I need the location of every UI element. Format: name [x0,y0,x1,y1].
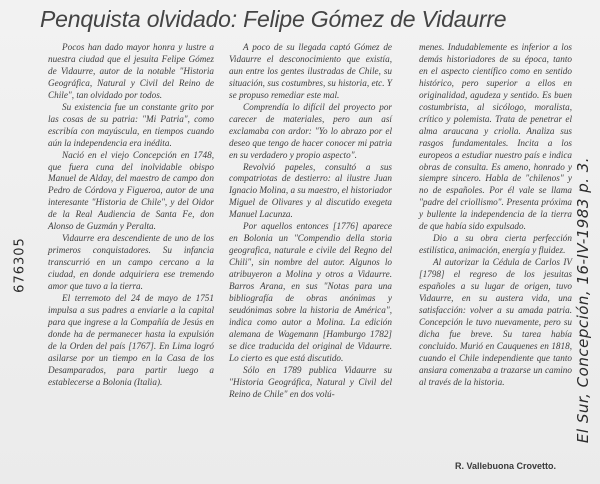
paragraph: Revolvió papeles, consultó a sus compatriotas de destierro: al ilustre Juan Ignacio Molina, a su maestro, el historiador Miguel de Olivares y al discutido exegeta Manuel Lacunza. [229,161,392,220]
paragraph: Por aquellos entonces [1776] aparece en Bolonia un "Compendio della storia geografica, naturale e civile del Regno del Chili", sin nombre del autor. Algunos lo atribuyeron a Molina y otros a Vidaurre. Barros Arana, en sus "Notas para una bibliografía de obras anónimas y seudónimas sobre la historia de América", indica como autor a Molina. La edición alemana de Wagemann [Hamburgo 1782] se dice traducida del original de Vidaurre. Lo cierto es que está discutido. [229,221,392,363]
paragraph: El terremoto del 24 de mayo de 1751 impulsa a sus padres a enviarle a la capital para que ingrese a la Compañía de Jesús en donde ha de permanecer hasta la expulsión de la Orden del país [1767]. En Lima logró asilarse por un tiempo en la Casa de los Desamparados, para partir luego a establecerse a Bolonia (Italia). [48,293,214,387]
paragraph: Nació en el viejo Concepción en 1748, que fuera cuna del inolvidable obispo Manuel de Alday, del maestro de campo don Pedro de Córdova y Figueroa, autor de una interesante "Historia de Chile", y del Oidor de la Real Audiencia de Santa Fe, don Alonso de Guzmán y Peralta. [48,149,214,232]
handwritten-catalog-number [10,220,30,310]
paragraph: menes. Indudablemente es inferior a los demás historiadores de su época, tanto en el aspecto científico como en sentido histórico, pero superior a ellos en originalidad, agudeza y sentido. Es buen costumbrista, al sicólogo, moralista, crítico y polemista. Trata de penetrar el alma araucana y criolla. Analiza sus rasgos fundamentales. Incita a los europeos a estudiar nuestro país e indica obras de consulta. Es ameno, honrado y siempre sincero. Habla de "chilenos" y no de españoles. Por él vale se llama "padre del criollismo". Presenta próxima y bullente la independencia de la tierra de que había sido expulsado. [419,42,572,232]
article-column-2 [229,42,392,401]
paragraph: Sólo en 1789 publica Vidaurre su "Historia Geográfica, Natural y Civil del Reino de Chile" en dos volú- [229,364,392,399]
source-note-text: El Sur, Concepción, 16-IV-1983 p. 3. [574,156,592,444]
paragraph: Su existencia fue un constante grito por las cosas de su patria: "Mi Patria", como escribía con mayúscula, en tiempos cuando aún la independencia era inédita. [48,101,214,148]
article-column-3 [419,42,572,389]
paragraph: Dio a su obra cierta perfección estilística, animación, energía y fluidez. [419,233,572,256]
article-title: Penquista olvidado: Felipe Gómez de Vidaurre [40,6,507,32]
paragraph: A poco de su llegada captó Gómez de Vidaurre el desconocimiento que existía, aun entre los gentes ilustradas de Chile, su situación, sus costumbres, su historia, etc. Y se propuso remediar este mal. [229,42,392,100]
paragraph: Vidaurre era descendiente de uno de los primeros conquistadores. Su infancia transcurrió en un campo cercano a la ciudad, en donde adquiriera ese tremendo amor que tuvo a la tierra. [48,233,214,292]
paragraph: Comprendía lo difícil del proyecto por carecer de materiales, pero aun así exclamaba con ardor: "Yo lo abrazo por el deseo que tengo de hacer conocer mi patria en su verdadero y propio aspecto". [229,101,392,160]
paragraph: Pocos han dado mayor honra y lustre a nuestra ciudad que el jesuita Felipe Gómez de Vidaurre, autor de la notable "Historia Geográfica, Natural y Civil del Reino de Chile", tan olvidado por todos. [48,42,214,100]
author-signature: R. Vallebuona Crovetto. [455,461,557,471]
catalog-number-text: 676305 [12,237,28,293]
paragraph: Al autorizar la Cédula de Carlos IV [1798] el regreso de los jesuitas españoles a su lugar de origen, tuvo Vidaurre, en su austera vida, una satisfacción: volver a su amada patria. Concepción le tuvo nuevamente, pero su dicha fue breve. Su tarea había concluido. Murió en Cauquenes en 1818, cuando el Chile independiente que tanto ansiara comenzaba a trazarse un camino al través de la historia. [419,257,572,387]
article-column-1 [48,42,214,389]
handwritten-source-note [568,120,598,480]
